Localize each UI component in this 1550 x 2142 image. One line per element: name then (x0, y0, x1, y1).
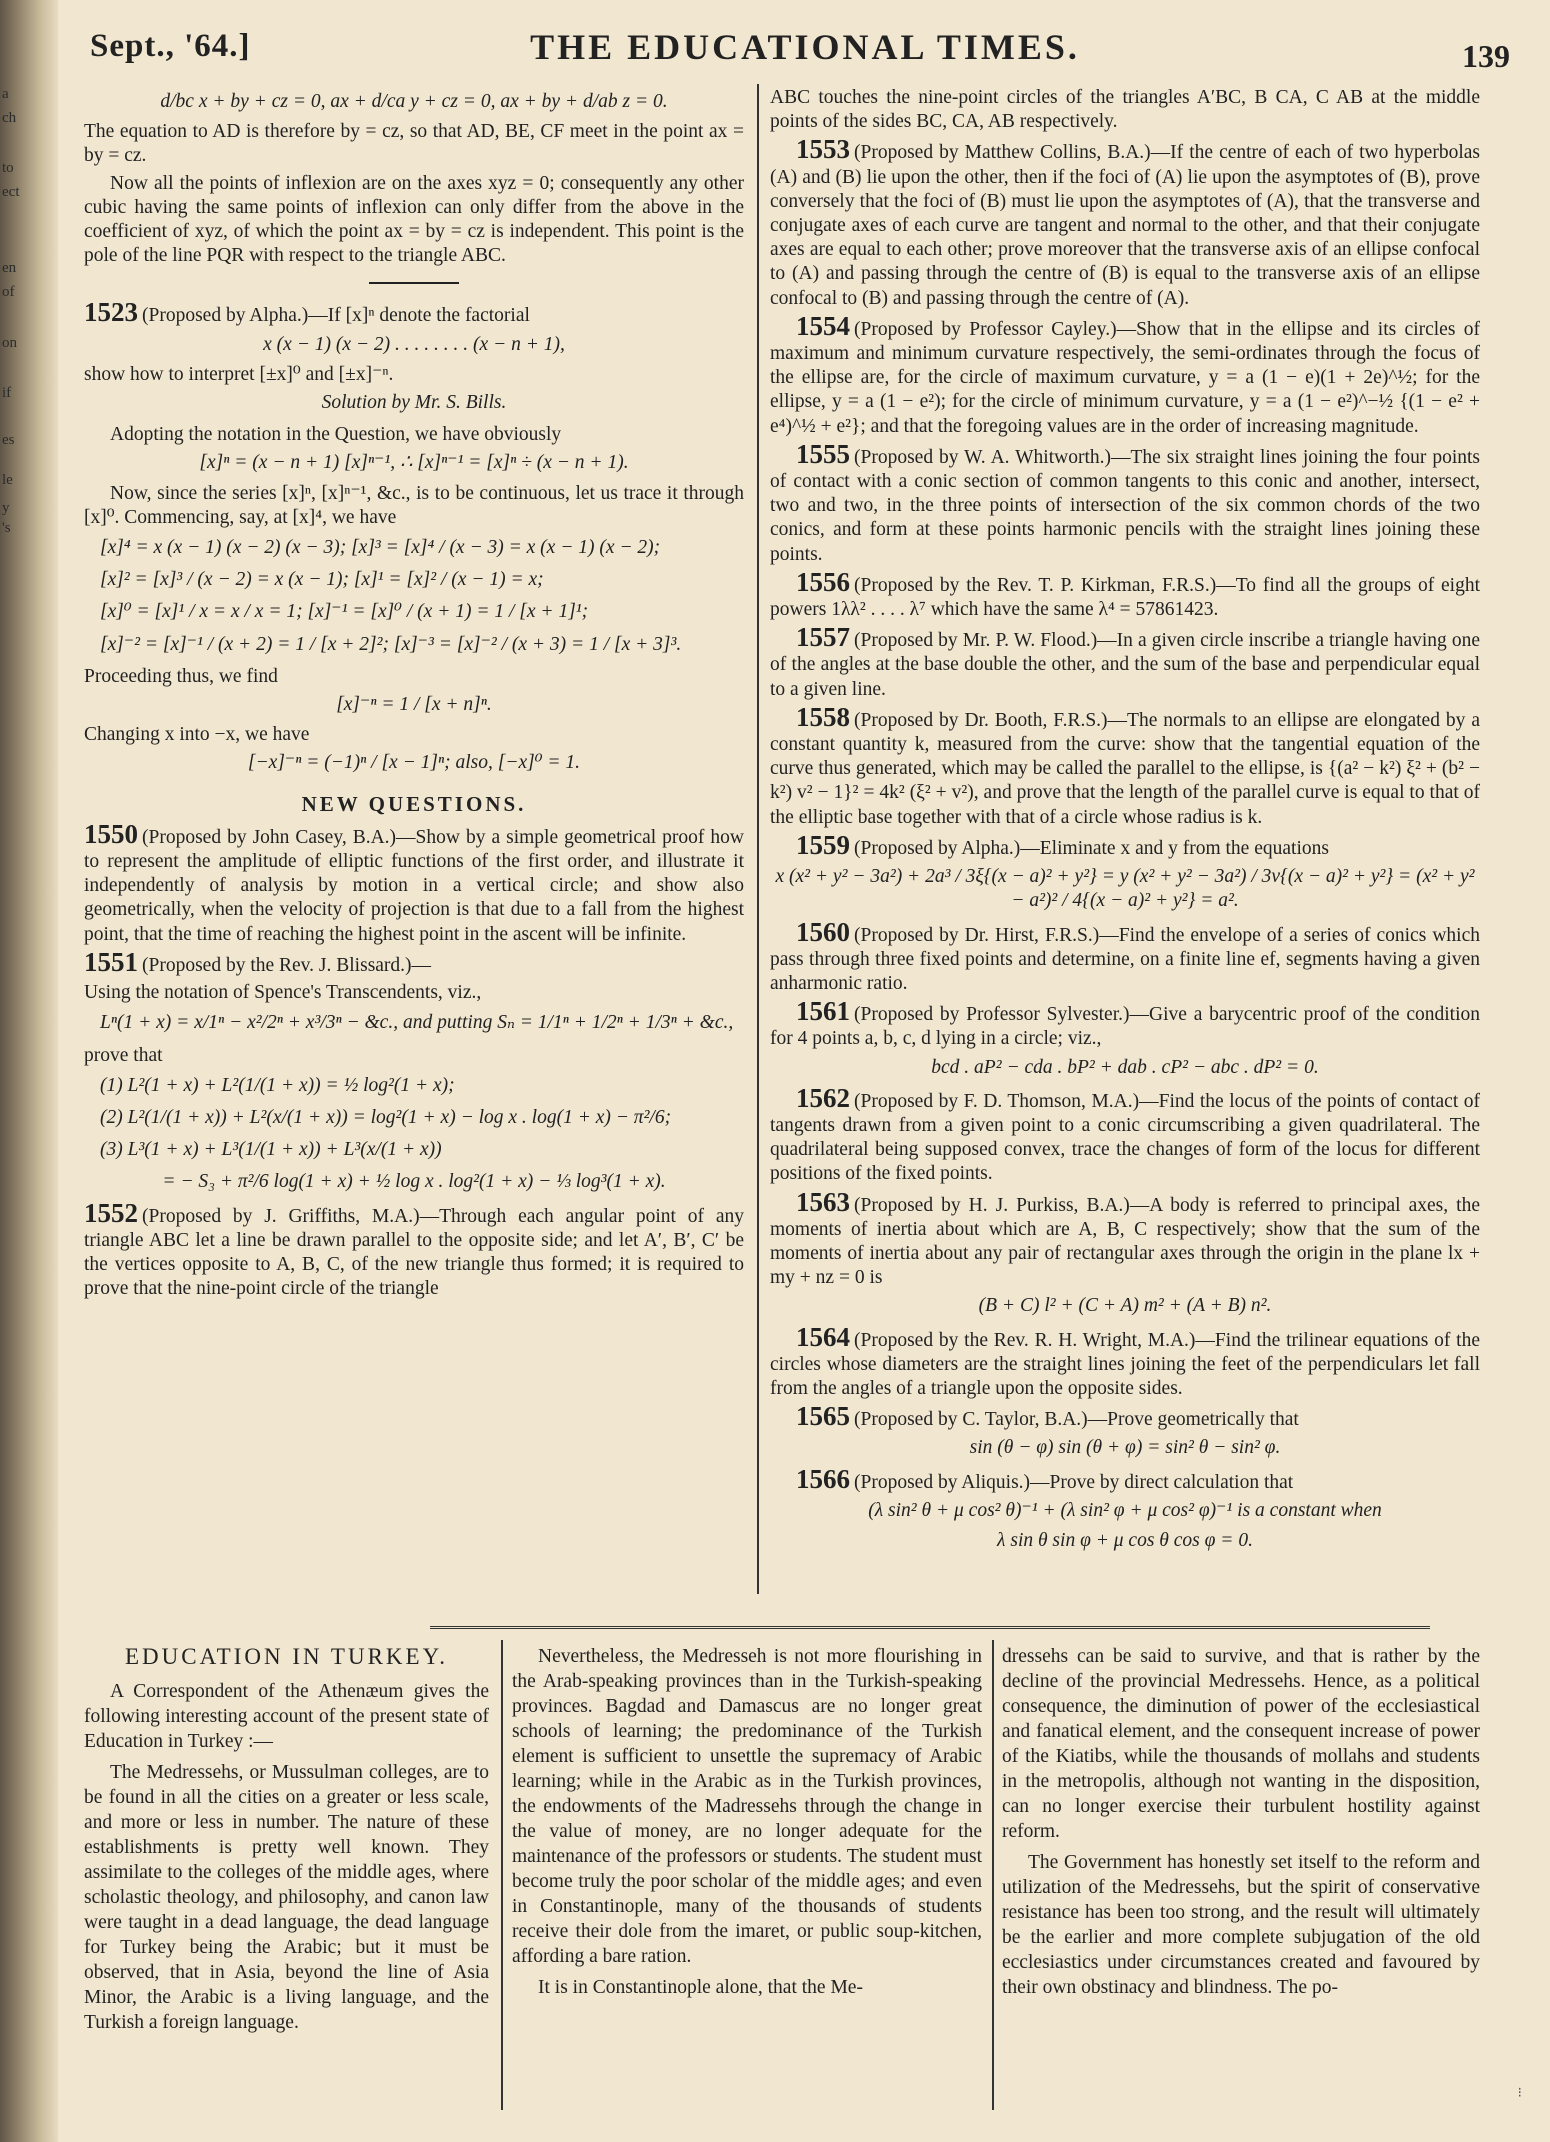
equation: x (x − 1) (x − 2) . . . . . . . . (x − n + 1), (263, 333, 565, 355)
equation: sin (θ − φ) sin (θ + φ) = sin² θ − sin² φ. (969, 1437, 1281, 1459)
article-column-3 (1002, 1644, 1480, 2006)
section-heading: NEW QUESTIONS. (301, 791, 527, 816)
question-number: 1556 (796, 566, 850, 597)
question-number: 1563 (796, 1186, 850, 1217)
question-number: 1550 (84, 818, 138, 849)
question-number: 1559 (796, 829, 850, 860)
question-1550 (84, 818, 744, 947)
question-number: 1560 (796, 916, 850, 947)
question-number: 1557 (796, 622, 850, 653)
question-1566 (770, 1463, 1480, 1495)
equation: x (x² + y² − 3a²) + 2a³ / 3ξ{(x − a)² + y²} = y (x² + y² − 3a²) / 3v{(x − a)² + y²} = (x² + y² − a²)² / 4{(x − a)² + y²} = a². (775, 866, 1475, 912)
question-text: (Proposed by Aliquis.)—Prove by direct calculation that (854, 1471, 1294, 1493)
equation: [x]² = [x]³ / (x − 2) = x (x − 1); [x]¹ = [x]² / (x − 1) = x; (100, 569, 544, 591)
paragraph: The Medressehs, or Mussulman colleges, are to be found in all the cities on a greater or less scale, and more or less in number. The nature of these establishments is pretty well known. They assimilate to the colleges of the middle ages, where scholastic theology, and philosophy, and canon law were taught in a dead language, the dead language for Turkey being the Arabic; but it must be observed, that in Asia, beyond the line of Asia Minor, the Arabic is a living language, and the Turkish a foreign language. (84, 1762, 489, 2033)
spine-fragment: a (2, 86, 9, 102)
paragraph: Using the notation of Spence's Transcendents, viz., (84, 982, 482, 1004)
journal-title: THE EDUCATIONAL TIMES. (530, 27, 1080, 67)
question-text: (Proposed by Matthew Collins, B.A.)—If the centre of each of two hyperbolas (A) and (B) lie upon the other, then if the foci of (A) lie upon the asymptotes of (B), prove conversely that the foci of (B) must lie upon the asymptotes of (A), that the transverse and conjugate axes of each curve are tangent and normal to the other, and that their conjugate axes are equal to each other; prove moreover that the transverse axis of an ellipse confocal to (A) and passing through the centre of (B) is equal to the transverse axis of an ellipse confocal to (B) and passing through the centre of (A). (770, 142, 1480, 309)
spine-fragment: ch (2, 110, 17, 126)
spine-fragment: to (2, 160, 14, 176)
question-1552 (84, 1197, 744, 1302)
article-intro: A Correspondent of the Athenæum gives the following interesting account of the present state of Education in Turkey :— (84, 1681, 489, 1752)
question-text: (Proposed by the Rev. J. Blissard.)— (142, 954, 432, 976)
equation: Lⁿ(1 + x) = x/1ⁿ − x²/2ⁿ + x³/3ⁿ − &c., and putting Sₙ = 1/1ⁿ + 1/2ⁿ + 1/3ⁿ + &c., (100, 1012, 734, 1034)
question-text: (Proposed by C. Taylor, B.A.)—Prove geometrically that (854, 1409, 1299, 1431)
paragraph: Proceeding thus, we find (84, 665, 278, 687)
question-number: 1562 (796, 1082, 850, 1113)
left-column (84, 86, 744, 1304)
question-1557 (770, 622, 1480, 702)
spine-fragment: en (2, 260, 17, 276)
question-1560 (770, 916, 1480, 997)
question-text: (Proposed by Alpha.)—If [x]ⁿ denote the factorial (142, 305, 530, 327)
question-number: 1566 (796, 1463, 850, 1494)
paragraph: It is in Constantinople alone, that the Me- (538, 1977, 863, 1998)
paragraph: dressehs can be said to survive, and that is rather by the decline of the provincial Medressehs. Hence, as a political consequence, the diminution of power of the ecclesiastical and fanatical element, and the consequent increase of power of the Kiatibs, while the thousands of mollahs and students in the metropolis, although not wanting in the disposition, can no longer exercise their turbulent hostility against reform. (1002, 1646, 1480, 1842)
question-1523 (84, 297, 744, 328)
equation: [−x]⁻ⁿ = (−1)ⁿ / [x − 1]ⁿ; also, [−x]⁰ = 1. (247, 752, 581, 774)
paragraph: Now all the points of inflexion are on the axes xyz = 0; consequently any other cubic having the same points of inflexion can only differ from the above in the coefficient of xyz, of which the point ax = by = cz is independent. This point is the pole of the line PQR with respect to the triangle ABC. (84, 172, 744, 267)
spine-fragment: of (2, 284, 15, 300)
equation: d/bc x + by + cz = 0, ax + d/ca y + cz = 0, ax + by + d/ab z = 0. (160, 91, 668, 112)
equation: (1) L²(1 + x) + L²(1/(1 + x)) = ½ log²(1 + x); (100, 1074, 455, 1096)
right-column (770, 86, 1480, 1559)
question-1564 (770, 1321, 1480, 1402)
book-spine-shadow (0, 0, 58, 2142)
column-divider (992, 1640, 994, 2110)
question-number: 1555 (796, 438, 850, 469)
question-text: (Proposed by Professor Sylvester.)—Give a barycentric proof of the condition for 4 points a, b, c, d lying in a circle; viz., (770, 1004, 1480, 1050)
question-text: (Proposed by the Rev. R. H. Wright, M.A.)—Find the trilinear equations of the circles whose diameters are the straight lines joining the feet of the perpendiculars let fall from the angles of a triangle upon the opposite sides. (770, 1329, 1480, 1399)
question-number: 1551 (84, 946, 138, 977)
paragraph: Adopting the notation in the Question, we have obviously (110, 424, 562, 446)
question-1563 (770, 1186, 1480, 1291)
spine-fragment: y (2, 500, 10, 516)
paragraph: prove that (84, 1044, 163, 1066)
question-number: 1565 (796, 1401, 850, 1432)
question-text: (Proposed by Alpha.)—Eliminate x and y from the equations (854, 837, 1329, 859)
paragraph: Now, since the series [x]ⁿ, [x]ⁿ⁻¹, &c., is to be continuous, let us trace it through [x]⁰. Commencing, say, at [x]⁴, we have (84, 482, 744, 528)
spine-fragment: on (2, 335, 17, 351)
question-text: (Proposed by the Rev. T. P. Kirkman, F.R.S.)—To find all the groups of eight powers 1λλ² . . . . λ⁷ which have the same λ⁴ = 57861423. (770, 574, 1480, 621)
article-title: EDUCATION IN TURKEY. (124, 1644, 448, 1669)
page-number: 139 (1462, 38, 1510, 74)
spine-fragment: es (2, 432, 15, 448)
equation: [x]⁰ = [x]¹ / x = x / x = 1; [x]⁻¹ = [x]⁰ / (x + 1) = 1 / [x + 1]¹; (100, 601, 589, 623)
equation: = − S₃ + π²/6 log(1 + x) + ½ log x . log²(1 + x) − ⅓ log³(1 + x). (162, 1171, 666, 1193)
question-number: 1554 (796, 310, 850, 341)
column-divider (501, 1640, 503, 2110)
equation: bcd . aP² − cda . bP² + dab . cP² − abc . dP² = 0. (931, 1056, 1319, 1078)
question-text: (Proposed by H. J. Purkiss, B.A.)—A body is referred to principal axes, the moments of inertia about which are A, B, C respectively; show that the sum of the moments of inertia about any pair of rectangular axes through the origin in the plane lx + my + nz = 0 is (770, 1194, 1480, 1289)
question-1561 (770, 996, 1480, 1051)
question-1556 (770, 566, 1480, 622)
question-1562 (770, 1082, 1480, 1187)
spine-fragment: if (2, 385, 12, 401)
equation: λ sin θ sin φ + μ cos θ cos φ = 0. (997, 1529, 1253, 1551)
question-1558 (770, 701, 1480, 830)
equation: (2) L²(1/(1 + x)) + L²(x/(1 + x)) = log²(1 + x) − log x . log(1 + x) − π²/6; (100, 1106, 672, 1128)
spine-fragment: ect (2, 184, 20, 200)
question-text: (Proposed by W. A. Whitworth.)—The six straight lines joining the four points of contact with a conic section of common tangents to this conic and another, intersect, two and two, in the three points of intersection of the six common chords of the two conics, and form at these points harmonic pencils with the straight lines joining these points. (770, 446, 1480, 565)
question-text: (Proposed by Dr. Booth, F.R.S.)—The normals to an ellipse are elongated by a constant quantity k, measured from the curve: show that the tangential equation of the curve thus generated, which may be called the parallel to the ellipse, is {(a² − k²) ξ² + (b² − k²) v² − 1}² = 4k² (ξ² + v²), and prove that the length of the parallel curve is equal to that of the elliptic base together with that of a circle whose radius is k. (770, 709, 1480, 828)
question-text: (Proposed by Mr. P. W. Flood.)—In a given circle inscribe a triangle having one of the angles at the base double the other, and the sum of the base and perpendicular equal to a given line. (770, 630, 1480, 700)
page-header (80, 14, 1530, 74)
equation: (3) L³(1 + x) + L³(1/(1 + x)) + L³(x/(1 + x)) (100, 1139, 442, 1161)
paragraph: Nevertheless, the Medresseh is not more flourishing in the Arab-speaking provinces than in the Turkish-speaking provinces. Bagdad and Damascus are no longer great schools of learning; the predominance of the Turkish element is sufficient to unsettle the supremacy of Arabic learning; while in the Arabic as in the Turkish provinces, the endowments of the Madressehs through the change in the value of money, are no longer adequate for the maintenance of the professors or students. The student must become truly the poor scholar of the middle ages; and even in Constantinople, many of the thousands of students receive their dole from the imaret, or public soup-kitchen, affording a bare ration. (512, 1646, 982, 1967)
paragraph: The Government has honestly set itself to the reform and utilization of the Medressehs, but the spirit of conservative resistance has been too strong, and the result will ultimately be the earlier and more complete subjugation of the old ecclesiastics under circumstances created and favoured by their own obstinacy and blindness. The po- (1002, 1852, 1480, 1998)
equation: [x]⁴ = x (x − 1) (x − 2) (x − 3); [x]³ = [x]⁴ / (x − 3) = x (x − 1) (x − 2); (100, 537, 661, 559)
paragraph: show how to interpret [±x]⁰ and [±x]⁻ⁿ. (84, 363, 394, 385)
equation: (B + C) l² + (C + A) m² + (A + B) n². (978, 1295, 1272, 1317)
question-number: 1553 (796, 134, 850, 165)
question-number: 1561 (796, 996, 850, 1027)
question-1559 (770, 829, 1480, 861)
section-divider (369, 282, 459, 284)
question-text: (Proposed by Professor Cayley.)—Show that in the ellipse and its circles of maximum and minimum curvature respectively, the semi-ordinates through the focus of the ellipse are, for the circle of maximum curvature, y = a (1 − e)(1 + 2e)^½; for the ellipse, y = a (1 − e²); for the circle of minimum curvature, y = a (1 − e²)^−½ {(1 − e² + e⁴)^½ + e²}; and that the foregoing values are in the order of increasing magnitude. (770, 318, 1480, 437)
paragraph: The equation to AD is therefore by = cz, so that AD, BE, CF meet in the point ax = by = cz. (84, 121, 744, 167)
equation: [x]ⁿ = (x − n + 1) [x]ⁿ⁻¹, ∴ [x]ⁿ⁻¹ = [x]ⁿ ÷ (x − n + 1). (199, 452, 629, 474)
question-number: 1564 (796, 1321, 850, 1352)
question-text: (Proposed by J. Griffiths, M.A.)—Through each angular point of any triangle ABC let a line be drawn parallel to the opposite side; and let A′, B′, C′ be the vertices opposite to A, B, C, of the new triangle thus formed; it is required to prove that the nine-point circle of the triangle (84, 1205, 744, 1300)
article-divider (430, 1626, 1430, 1629)
equation: [x]⁻² = [x]⁻¹ / (x + 2) = 1 / [x + 2]²; [x]⁻³ = [x]⁻² / (x + 3) = 1 / [x + 3]³. (100, 633, 682, 655)
solution-byline: Solution by Mr. S. Bills. (321, 392, 507, 414)
question-1554 (770, 310, 1480, 439)
question-1551 (84, 946, 744, 978)
equation: [x]⁻ⁿ = 1 / [x + n]ⁿ. (336, 694, 492, 716)
article-column-2 (512, 1644, 982, 2006)
paragraph: ABC touches the nine-point circles of the triangles A′BC, B CA, C AB at the middle points of the sides BC, CA, AB respectively. (770, 87, 1480, 133)
spine-fragment: le (2, 472, 13, 488)
question-text: (Proposed by John Casey, B.A.)—Show by a simple geometrical proof how to represent the amplitude of elliptic functions of the first order, and illustrate it independently of analysis by motion in a vertical circle; and show also geometrically, when the velocity of projection is that due to a fall from the highest point, that the time of reaching the highest point in the ascent will be infinite. (84, 826, 744, 945)
question-1553 (770, 134, 1480, 310)
issue-date: Sept., '64.] (90, 28, 251, 64)
column-divider (757, 84, 759, 1594)
article-column-1 (84, 1644, 489, 2041)
question-number: 1552 (84, 1197, 138, 1228)
question-number: 1558 (796, 701, 850, 732)
question-1565 (770, 1401, 1480, 1432)
question-number: 1523 (84, 297, 138, 328)
question-text: (Proposed by Dr. Hirst, F.R.S.)—Find the envelope of a series of conics which pass through three fixed points and determine, on a finite line ef, segments having a given anharmonic ratio. (770, 924, 1480, 994)
spine-fragment: 's (2, 520, 11, 536)
equation: (λ sin² θ + μ cos² θ)⁻¹ + (λ sin² φ + μ cos² φ)⁻¹ is a constant when (868, 1499, 1382, 1521)
paragraph: Changing x into −x, we have (84, 724, 310, 746)
margin-mark: ⁝ (1517, 2086, 1522, 2101)
question-text: (Proposed by F. D. Thomson, M.A.)—Find the locus of the points of contact of tangents drawn from a given point to a conic circumscribing a given quadrilateral. The quadrilateral being supposed convex, trace the changes of form of the locus for different positions of the fixed points. (770, 1090, 1480, 1185)
question-1555 (770, 438, 1480, 567)
